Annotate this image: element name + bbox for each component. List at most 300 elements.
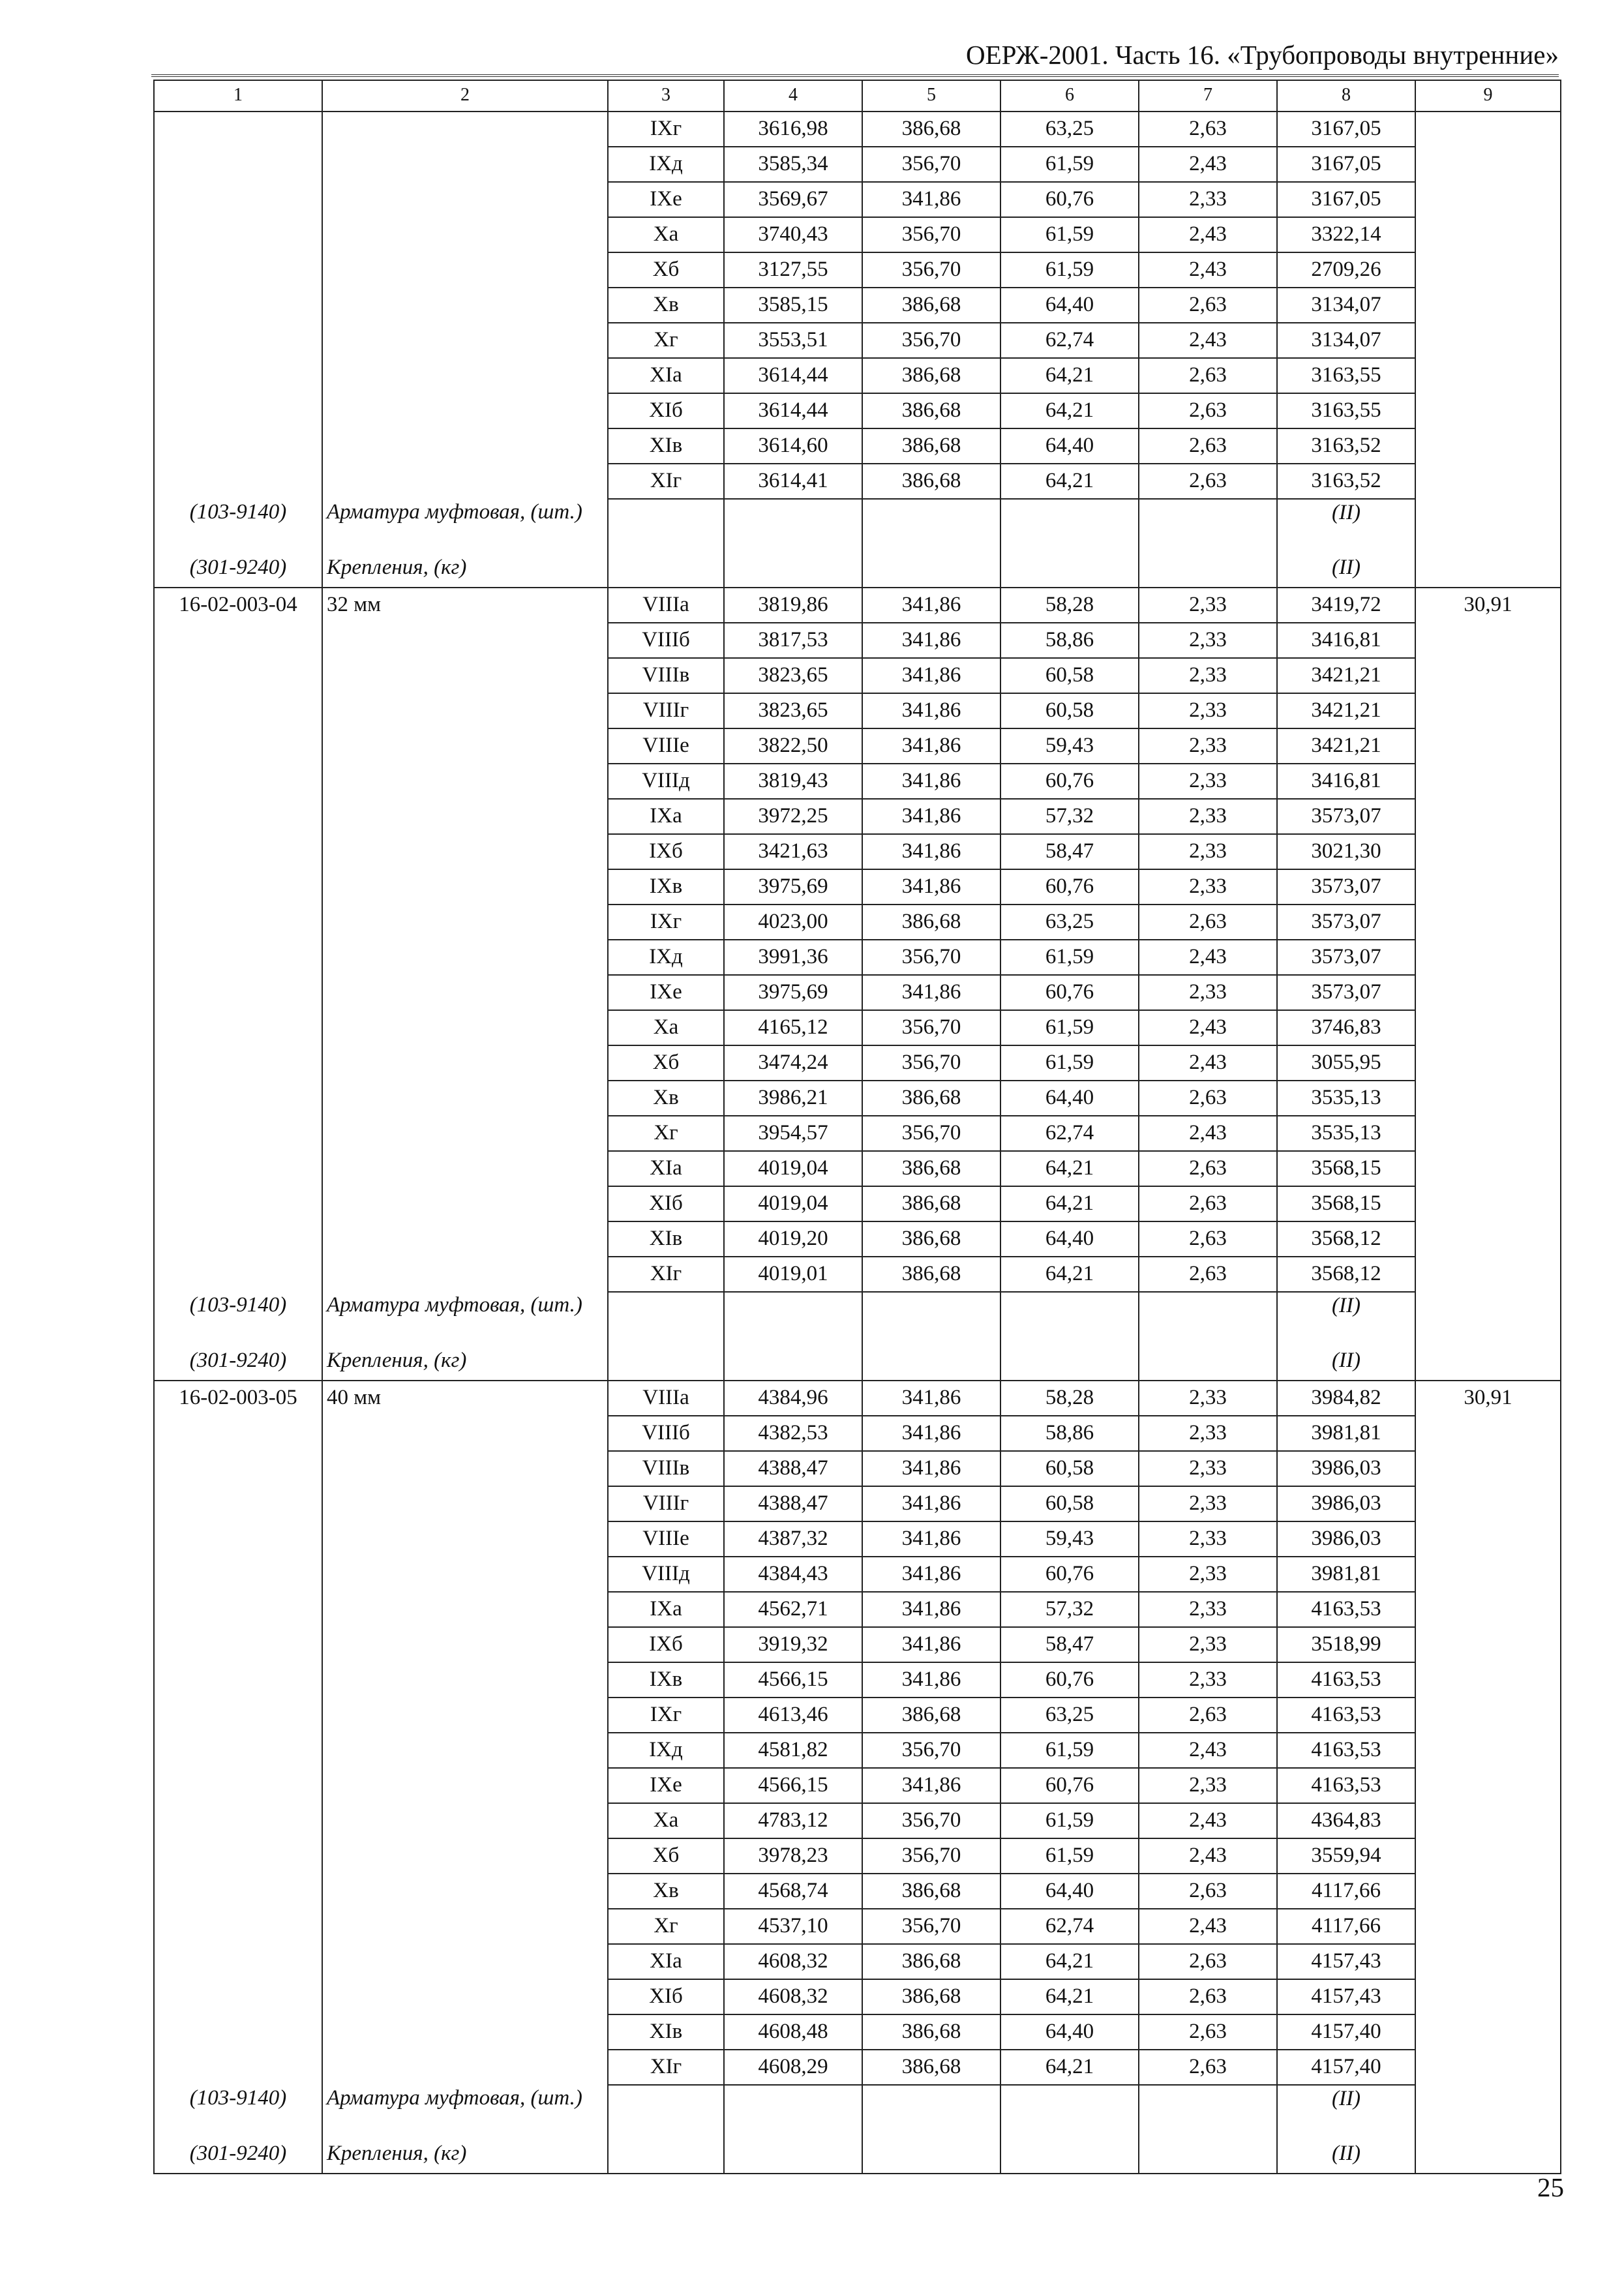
cell-c3: IXд <box>608 940 724 975</box>
cell-c5: 356,70 <box>862 147 1000 182</box>
cell-c7: 2,43 <box>1139 323 1277 358</box>
cell-c3: IXе <box>608 182 724 217</box>
cell-c9 <box>1415 1151 1561 1186</box>
cell-c9 <box>1415 1257 1561 1292</box>
cell-c4: 3740,43 <box>724 217 862 252</box>
cell-c9 <box>1415 358 1561 393</box>
cell-c1 <box>154 1627 322 1662</box>
cell-c5: 341,86 <box>862 728 1000 764</box>
cell-c1 <box>154 358 322 393</box>
cell-c4: 4388,47 <box>724 1451 862 1486</box>
cell-c5: 386,68 <box>862 2050 1000 2085</box>
table-row <box>154 1803 1561 1838</box>
cell-c3: Xг <box>608 323 724 358</box>
cell-c1 <box>154 393 322 428</box>
cell-c2 <box>322 1221 608 1257</box>
cell-c1 <box>154 1186 322 1221</box>
cell-c6: 60,58 <box>1000 1451 1139 1486</box>
cell-c3: XIб <box>608 393 724 428</box>
cell-c1 <box>154 799 322 834</box>
cell-c9 <box>1415 1486 1561 1521</box>
cell-c8: 3167,05 <box>1277 112 1415 147</box>
cell-c9 <box>1415 1592 1561 1627</box>
cell-c6: 64,21 <box>1000 2050 1139 2085</box>
column-number: 4 <box>724 80 862 112</box>
cell-c9 <box>1415 1768 1561 1803</box>
cell-c7: 2,63 <box>1139 1698 1277 1733</box>
cell-c1 <box>154 112 322 147</box>
cell-c2 <box>322 393 608 428</box>
cell-c9 <box>1415 693 1561 728</box>
cell-c2 <box>322 358 608 393</box>
cell-c2 <box>322 1010 608 1045</box>
cell-c3: VIIIв <box>608 1451 724 1486</box>
cell-c9 <box>1415 1909 1561 1944</box>
cell-c8: 3322,14 <box>1277 217 1415 252</box>
cell-c7: 2,63 <box>1139 2014 1277 2050</box>
cell-c8: 3573,07 <box>1277 975 1415 1010</box>
rates-table <box>153 80 1561 2174</box>
cell-c9 <box>1415 1116 1561 1151</box>
cell-c4: 3614,44 <box>724 393 862 428</box>
cell-c5: 356,70 <box>862 1116 1000 1151</box>
cell-c7: 2,63 <box>1139 1221 1277 1257</box>
cell-c3 <box>608 554 724 588</box>
table-row <box>154 1381 1561 1416</box>
cell-c5: 386,68 <box>862 393 1000 428</box>
cell-c4: 3819,43 <box>724 764 862 799</box>
cell-c2 <box>322 1874 608 1909</box>
cell-c5: 356,70 <box>862 1045 1000 1081</box>
cell-c5: 356,70 <box>862 323 1000 358</box>
cell-c7: 2,33 <box>1139 1416 1277 1451</box>
cell-c5: 386,68 <box>862 1698 1000 1733</box>
cell-c3: XIа <box>608 1944 724 1979</box>
table-row <box>154 1257 1561 1292</box>
cell-c4: 3585,15 <box>724 288 862 323</box>
cell-c2 <box>322 975 608 1010</box>
resource-note-row <box>154 499 1561 554</box>
cell-c2 <box>322 658 608 693</box>
table-row <box>154 905 1561 940</box>
cell-c2 <box>322 288 608 323</box>
cell-c6: 61,59 <box>1000 940 1139 975</box>
cell-c7: 2,33 <box>1139 1381 1277 1416</box>
cell-c1 <box>154 2050 322 2085</box>
cell-c5 <box>862 1347 1000 1381</box>
cell-c7: 2,63 <box>1139 112 1277 147</box>
cell-c5 <box>862 554 1000 588</box>
cell-c2: Крепления, (кг) <box>322 1347 608 1381</box>
cell-c1 <box>154 1151 322 1186</box>
cell-c4: 3972,25 <box>724 799 862 834</box>
cell-c7: 2,43 <box>1139 217 1277 252</box>
cell-c1 <box>154 1221 322 1257</box>
cell-c5 <box>862 2085 1000 2140</box>
cell-c6: 60,76 <box>1000 1557 1139 1592</box>
cell-c9 <box>1415 499 1561 554</box>
cell-c3: IXв <box>608 1662 724 1698</box>
cell-c9 <box>1415 1698 1561 1733</box>
cell-c5: 341,86 <box>862 869 1000 905</box>
cell-c2 <box>322 1151 608 1186</box>
cell-c7: 2,63 <box>1139 1081 1277 1116</box>
cell-c2 <box>322 1116 608 1151</box>
cell-c7: 2,63 <box>1139 1151 1277 1186</box>
cell-c4: 4608,29 <box>724 2050 862 2085</box>
cell-c7: 2,43 <box>1139 1010 1277 1045</box>
cell-c6 <box>1000 1292 1139 1347</box>
table-row <box>154 1221 1561 1257</box>
cell-c7 <box>1139 1347 1277 1381</box>
cell-c6 <box>1000 1347 1139 1381</box>
table-row <box>154 428 1561 464</box>
table-row <box>154 588 1561 623</box>
cell-c2 <box>322 905 608 940</box>
cell-c8: 4157,43 <box>1277 1979 1415 2014</box>
cell-c5: 341,86 <box>862 1627 1000 1662</box>
cell-c7: 2,33 <box>1139 1627 1277 1662</box>
cell-c4: 4165,12 <box>724 1010 862 1045</box>
cell-c3: VIIIа <box>608 588 724 623</box>
cell-c9 <box>1415 1186 1561 1221</box>
cell-c8: (II) <box>1277 2140 1415 2174</box>
cell-c1 <box>154 1803 322 1838</box>
table-row <box>154 1979 1561 2014</box>
cell-c1: (301-9240) <box>154 554 322 588</box>
cell-c7: 2,33 <box>1139 1486 1277 1521</box>
cell-c9 <box>1415 1874 1561 1909</box>
cell-c1 <box>154 1733 322 1768</box>
cell-c9 <box>1415 940 1561 975</box>
cell-c3: XIб <box>608 1186 724 1221</box>
cell-c4: 4566,15 <box>724 1768 862 1803</box>
cell-c9 <box>1415 869 1561 905</box>
cell-c2 <box>322 1486 608 1521</box>
cell-c6: 61,59 <box>1000 1838 1139 1874</box>
cell-c7: 2,33 <box>1139 1451 1277 1486</box>
column-number: 2 <box>322 80 608 112</box>
cell-c3: VIIIб <box>608 623 724 658</box>
column-number: 1 <box>154 80 322 112</box>
cell-c4: 3585,34 <box>724 147 862 182</box>
cell-c4: 3954,57 <box>724 1116 862 1151</box>
cell-c7: 2,43 <box>1139 147 1277 182</box>
cell-c3: Xа <box>608 1803 724 1838</box>
cell-c4: 4608,48 <box>724 2014 862 2050</box>
cell-c4: 3614,41 <box>724 464 862 499</box>
document-header <box>151 38 1559 77</box>
resource-note-row <box>154 2085 1561 2140</box>
cell-c2 <box>322 2014 608 2050</box>
cell-c6: 64,40 <box>1000 1221 1139 1257</box>
cell-c9 <box>1415 147 1561 182</box>
cell-c2 <box>322 1186 608 1221</box>
cell-c1 <box>154 693 322 728</box>
cell-c8: 3134,07 <box>1277 323 1415 358</box>
cell-c4: 3421,63 <box>724 834 862 869</box>
cell-c3: VIIIб <box>608 1416 724 1451</box>
cell-c6: 64,21 <box>1000 464 1139 499</box>
cell-c1 <box>154 1257 322 1292</box>
cell-c5: 341,86 <box>862 1557 1000 1592</box>
cell-c6: 59,43 <box>1000 728 1139 764</box>
cell-c2 <box>322 1045 608 1081</box>
cell-c5 <box>862 499 1000 554</box>
cell-c6: 64,40 <box>1000 2014 1139 2050</box>
cell-c3: IXг <box>608 1698 724 1733</box>
table-row <box>154 1151 1561 1186</box>
cell-c3: IXг <box>608 905 724 940</box>
table-row <box>154 693 1561 728</box>
cell-c9 <box>1415 252 1561 288</box>
cell-c4 <box>724 499 862 554</box>
cell-c2 <box>322 1838 608 1874</box>
cell-c5: 386,68 <box>862 1081 1000 1116</box>
cell-c9 <box>1415 623 1561 658</box>
cell-c9 <box>1415 1451 1561 1486</box>
cell-c8: (II) <box>1277 2085 1415 2140</box>
cell-c2 <box>322 1909 608 1944</box>
cell-c2: Крепления, (кг) <box>322 554 608 588</box>
cell-c1 <box>154 147 322 182</box>
cell-c5: 386,68 <box>862 905 1000 940</box>
cell-c1 <box>154 905 322 940</box>
cell-c6: 58,86 <box>1000 1416 1139 1451</box>
table-row <box>154 1521 1561 1557</box>
table-row <box>154 393 1561 428</box>
cell-c9 <box>1415 975 1561 1010</box>
cell-c8: 3419,72 <box>1277 588 1415 623</box>
cell-c6: 58,47 <box>1000 834 1139 869</box>
cell-c3: VIIIе <box>608 728 724 764</box>
table-row <box>154 2014 1561 2050</box>
cell-c4: 3822,50 <box>724 728 862 764</box>
cell-c9 <box>1415 1010 1561 1045</box>
table-row <box>154 623 1561 658</box>
cell-c9 <box>1415 658 1561 693</box>
cell-c5: 341,86 <box>862 1451 1000 1486</box>
cell-c7: 2,63 <box>1139 393 1277 428</box>
cell-c5: 341,86 <box>862 764 1000 799</box>
cell-c2 <box>322 799 608 834</box>
cell-c3: XIг <box>608 464 724 499</box>
cell-c6: 64,40 <box>1000 1081 1139 1116</box>
cell-c6: 58,28 <box>1000 588 1139 623</box>
table-row <box>154 1010 1561 1045</box>
cell-c3: VIIIд <box>608 1557 724 1592</box>
table-row <box>154 182 1561 217</box>
cell-c4: 4387,32 <box>724 1521 862 1557</box>
cell-c5: 341,86 <box>862 834 1000 869</box>
cell-c1 <box>154 1521 322 1557</box>
cell-c5: 341,86 <box>862 1662 1000 1698</box>
table-row <box>154 1592 1561 1627</box>
cell-c9 <box>1415 728 1561 764</box>
cell-c9 <box>1415 217 1561 252</box>
cell-c3: IXв <box>608 869 724 905</box>
resource-note-row <box>154 554 1561 588</box>
table-row <box>154 1186 1561 1221</box>
table-row <box>154 1909 1561 1944</box>
cell-c2 <box>322 623 608 658</box>
cell-c2 <box>322 940 608 975</box>
cell-c1: (103-9140) <box>154 2085 322 2140</box>
cell-c4: 3819,86 <box>724 588 862 623</box>
cell-c6 <box>1000 554 1139 588</box>
cell-c9 <box>1415 1627 1561 1662</box>
cell-c7: 2,43 <box>1139 1909 1277 1944</box>
cell-c1 <box>154 1451 322 1486</box>
cell-c8: 3568,12 <box>1277 1221 1415 1257</box>
cell-c4: 3817,53 <box>724 623 862 658</box>
cell-c1 <box>154 252 322 288</box>
cell-c6: 61,59 <box>1000 1045 1139 1081</box>
cell-c2 <box>322 1944 608 1979</box>
cell-c2 <box>322 323 608 358</box>
cell-c4: 4581,82 <box>724 1733 862 1768</box>
cell-c3: XIг <box>608 1257 724 1292</box>
cell-c3: XIа <box>608 1151 724 1186</box>
cell-c7: 2,33 <box>1139 1557 1277 1592</box>
cell-c2: 40 мм <box>322 1381 608 1416</box>
cell-c7: 2,33 <box>1139 623 1277 658</box>
cell-c9 <box>1415 1292 1561 1347</box>
cell-c4: 4537,10 <box>724 1909 862 1944</box>
cell-c5: 341,86 <box>862 693 1000 728</box>
cell-c8: 3559,94 <box>1277 1838 1415 1874</box>
table-body <box>154 80 1561 2174</box>
cell-c2: 32 мм <box>322 588 608 623</box>
cell-c3: IXе <box>608 975 724 1010</box>
cell-c8: 3163,55 <box>1277 393 1415 428</box>
cell-c9 <box>1415 1662 1561 1698</box>
cell-c3: Xг <box>608 1909 724 1944</box>
cell-c9 <box>1415 554 1561 588</box>
cell-c6: 64,21 <box>1000 1944 1139 1979</box>
cell-c7: 2,33 <box>1139 869 1277 905</box>
cell-c2 <box>322 1979 608 2014</box>
header-title: ОЕРЖ-2001. Часть 16. «Трубопроводы внутренние» <box>965 40 1559 70</box>
cell-c6: 63,25 <box>1000 905 1139 940</box>
cell-c6: 64,21 <box>1000 393 1139 428</box>
cell-c9 <box>1415 323 1561 358</box>
cell-c3: VIIIе <box>608 1521 724 1557</box>
table-row <box>154 975 1561 1010</box>
cell-c6 <box>1000 2085 1139 2140</box>
cell-c2 <box>322 428 608 464</box>
cell-c4 <box>724 554 862 588</box>
cell-c7: 2,33 <box>1139 588 1277 623</box>
cell-c8: 3163,52 <box>1277 464 1415 499</box>
table-row <box>154 1081 1561 1116</box>
cell-c2 <box>322 1557 608 1592</box>
cell-c5: 341,86 <box>862 623 1000 658</box>
cell-c8: 3055,95 <box>1277 1045 1415 1081</box>
cell-c1 <box>154 1944 322 1979</box>
cell-c3: IXд <box>608 1733 724 1768</box>
cell-c5: 356,70 <box>862 1733 1000 1768</box>
cell-c9 <box>1415 1733 1561 1768</box>
cell-c3: Xг <box>608 1116 724 1151</box>
cell-c2 <box>322 869 608 905</box>
cell-c8: 3984,82 <box>1277 1381 1415 1416</box>
cell-c1 <box>154 1662 322 1698</box>
cell-c4: 3991,36 <box>724 940 862 975</box>
cell-c3: XIб <box>608 1979 724 2014</box>
cell-c2 <box>322 1803 608 1838</box>
cell-c8: 3981,81 <box>1277 1557 1415 1592</box>
column-number: 7 <box>1139 80 1277 112</box>
cell-c4: 4562,71 <box>724 1592 862 1627</box>
cell-c3: VIIIа <box>608 1381 724 1416</box>
cell-c1 <box>154 764 322 799</box>
cell-c1 <box>154 2014 322 2050</box>
cell-c9 <box>1415 764 1561 799</box>
cell-c4 <box>724 2140 862 2174</box>
column-number: 8 <box>1277 80 1415 112</box>
cell-c7: 2,33 <box>1139 1768 1277 1803</box>
cell-c4: 3978,23 <box>724 1838 862 1874</box>
table-row <box>154 112 1561 147</box>
cell-c8: 4163,53 <box>1277 1733 1415 1768</box>
cell-c1 <box>154 1909 322 1944</box>
cell-c7: 2,33 <box>1139 799 1277 834</box>
cell-c1 <box>154 1592 322 1627</box>
cell-c9: 30,91 <box>1415 588 1561 623</box>
cell-c7: 2,63 <box>1139 1944 1277 1979</box>
table-row <box>154 1451 1561 1486</box>
cell-c8: 3021,30 <box>1277 834 1415 869</box>
cell-c1 <box>154 1416 322 1451</box>
cell-c6: 61,59 <box>1000 217 1139 252</box>
cell-c8: 4163,53 <box>1277 1698 1415 1733</box>
cell-c2 <box>322 1662 608 1698</box>
cell-c8: 3421,21 <box>1277 658 1415 693</box>
cell-c5: 341,86 <box>862 1592 1000 1627</box>
cell-c5: 386,68 <box>862 1257 1000 1292</box>
cell-c4: 4568,74 <box>724 1874 862 1909</box>
cell-c5: 356,70 <box>862 252 1000 288</box>
cell-c3: Xа <box>608 1010 724 1045</box>
cell-c1 <box>154 428 322 464</box>
cell-c4: 4608,32 <box>724 1944 862 1979</box>
cell-c2 <box>322 1592 608 1627</box>
table-row <box>154 1557 1561 1592</box>
cell-c8: 4157,43 <box>1277 1944 1415 1979</box>
cell-c7: 2,33 <box>1139 834 1277 869</box>
table-row <box>154 1944 1561 1979</box>
cell-c6: 61,59 <box>1000 1010 1139 1045</box>
cell-c3 <box>608 2085 724 2140</box>
cell-c9 <box>1415 1557 1561 1592</box>
cell-c9 <box>1415 1416 1561 1451</box>
cell-c8: 4163,53 <box>1277 1662 1415 1698</box>
cell-c9 <box>1415 1045 1561 1081</box>
cell-c5: 341,86 <box>862 588 1000 623</box>
cell-c5: 386,68 <box>862 428 1000 464</box>
cell-c4: 4566,15 <box>724 1662 862 1698</box>
cell-c4: 3919,32 <box>724 1627 862 1662</box>
resource-note-row <box>154 1292 1561 1347</box>
cell-c7: 2,43 <box>1139 1045 1277 1081</box>
cell-c4 <box>724 1347 862 1381</box>
cell-c8: 3167,05 <box>1277 147 1415 182</box>
cell-c4: 4388,47 <box>724 1486 862 1521</box>
cell-c9 <box>1415 112 1561 147</box>
cell-c6 <box>1000 499 1139 554</box>
cell-c4: 3474,24 <box>724 1045 862 1081</box>
